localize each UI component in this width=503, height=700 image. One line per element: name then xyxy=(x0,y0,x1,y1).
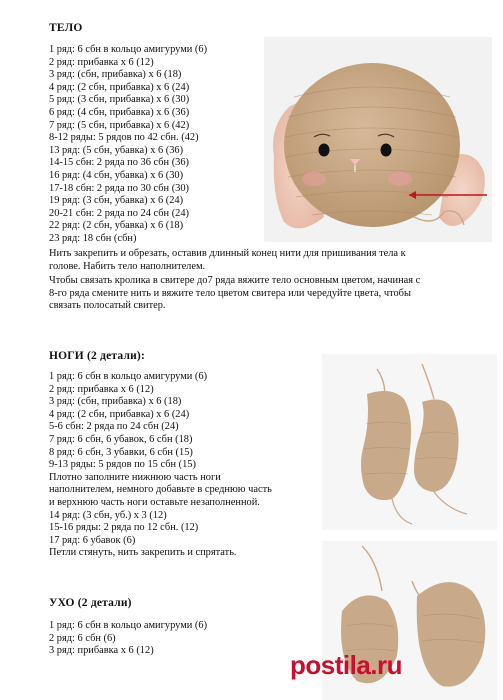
row-line: 22 ряд: (2 сбн, убавка) х 6 (18) xyxy=(49,220,184,232)
row-line: 16 ряд: (4 сбн, убавка) х 6 (30) xyxy=(49,169,184,181)
row-line: 1 ряд: 6 сбн в кольцо амигуруми (6) xyxy=(49,44,208,55)
row-line: 15-16 ряды: 2 ряда по 12 сбн. (12) xyxy=(49,522,199,534)
crochet-head-illustration xyxy=(264,37,492,242)
row-line: 4 ряд: (2 сбн, прибавка) х 6 (24) xyxy=(49,408,190,420)
row-line: 7 ряд: 6 сбн, 6 убавок, 6 сбн (18) xyxy=(49,433,193,445)
row-line: 8-12 ряды: 5 рядов по 42 сбн. (42) xyxy=(49,132,199,144)
row-line: 14 ряд: (3 сбн, уб.) х 3 (12) xyxy=(49,509,167,521)
row-line: 1 ряд: 6 сбн в кольцо амигуруми (6) xyxy=(49,620,208,631)
row-line: 7 ряд: (5 сбн, прибавка) х 6 (42) xyxy=(49,119,190,131)
watermark-text: postila xyxy=(290,650,371,680)
body-rows-list xyxy=(49,44,207,246)
watermark-suffix: .ru xyxy=(370,650,403,680)
row-line: и верхнюю часть ноги оставьте незаполненной. xyxy=(49,496,260,508)
note-line: Чтобы связать кролика в свитере до7 ряда вяжите тело основным цветом, начиная с xyxy=(49,275,421,286)
row-line: 13 ряд: (5 сбн, убавка) х 6 (36) xyxy=(49,144,184,156)
section-title-legs: НОГИ (2 детали): xyxy=(49,350,145,362)
row-line: 17-18 сбн: 2 ряда по 30 сбн (30) xyxy=(49,182,190,194)
row-line: 5-6 сбн: 2 ряда по 24 сбн (24) xyxy=(49,421,179,433)
row-line: 20-21 сбн: 2 ряда по 24 сбн (24) xyxy=(49,207,190,219)
row-line: 4 ряд: (2 сбн, прибавка) х 6 (24) xyxy=(49,81,190,93)
legs-rows-list xyxy=(49,371,272,560)
section-title-body: ТЕЛО xyxy=(49,22,83,34)
postila-watermark xyxy=(290,650,402,681)
row-line: Плотно заполните нижнюю часть ноги xyxy=(49,471,221,483)
body-note-2 xyxy=(49,275,420,313)
row-line: 17 ряд: 6 убавок (6) xyxy=(49,534,136,546)
note-line: Нить закрепить и обрезать, оставив длинный конец нити для пришивания тела к xyxy=(49,248,406,259)
row-line: 14-15 сбн: 2 ряда по 36 сбн (36) xyxy=(49,157,190,169)
note-line: 8-го ряда смените нить и вяжите тело цветом свитера или чередуйте цвета, чтобы xyxy=(49,287,411,299)
note-line: связать полосатый свитер. xyxy=(49,300,166,312)
row-line: 1 ряд: 6 сбн в кольцо амигуруми (6) xyxy=(49,371,208,382)
row-line: 8 ряд: 6 сбн, 3 убавки, 6 сбн (15) xyxy=(49,446,193,458)
row-line: 3 ряд: (сбн, прибавка) х 6 (18) xyxy=(49,396,182,408)
row-line: 3 ряд: прибавка х 6 (12) xyxy=(49,645,154,657)
row-line: 3 ряд: (сбн, прибавка) х 6 (18) xyxy=(49,69,182,81)
photo-crochet-head xyxy=(264,37,492,242)
row-line: 2 ряд: прибавка х 6 (12) xyxy=(49,383,154,395)
note-line: голове. Набить тело наполнителем. xyxy=(49,260,206,272)
section-title-ear: УХО (2 детали) xyxy=(49,597,132,609)
row-line: 19 ряд: (3 сбн, убавка) х 6 (24) xyxy=(49,195,184,207)
row-line: 5 ряд: (3 сбн, прибавка) х 6 (30) xyxy=(49,94,190,106)
row-line: 2 ряд: прибавка х 6 (12) xyxy=(49,56,154,68)
body-note-1 xyxy=(49,248,406,273)
row-line: наполнителем, немного добавьте в среднюю часть xyxy=(49,484,272,496)
row-line: 23 ряд: 18 сбн (сбн) xyxy=(49,232,137,244)
row-line: Петли стянуть, нить закрепить и спрятать. xyxy=(49,547,237,559)
ear-rows-list xyxy=(49,620,207,658)
crochet-legs-illustration xyxy=(322,354,497,530)
row-line: 2 ряд: 6 сбн (6) xyxy=(49,632,116,644)
row-line: 9-13 ряды: 5 рядов по 15 сбн (15) xyxy=(49,459,196,471)
row-line: 6 ряд: (4 сбн, прибавка) х 6 (36) xyxy=(49,106,190,118)
photo-crochet-legs xyxy=(322,354,497,530)
